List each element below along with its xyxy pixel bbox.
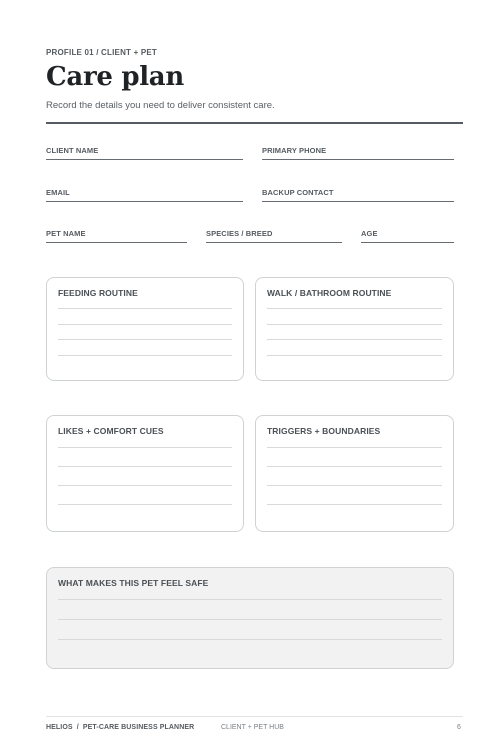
writing-line [267, 447, 442, 448]
walk-bathroom-routine-card[interactable] [255, 277, 454, 381]
page-subtitle: Record the details you need to deliver consistent care. [46, 100, 275, 111]
writing-line [267, 324, 442, 325]
page-title: Care plan [46, 62, 184, 92]
writing-line [58, 599, 442, 600]
primary-phone-label: PRIMARY PHONE [262, 146, 327, 155]
writing-line [58, 504, 232, 505]
footer-section: CLIENT + PET HUB [221, 724, 284, 731]
client-name-field[interactable] [46, 145, 243, 160]
writing-line [58, 339, 232, 340]
writing-line [58, 355, 232, 356]
writing-line [267, 485, 442, 486]
writing-line [267, 504, 442, 505]
writing-line [58, 466, 232, 467]
species-breed-label: SPECIES / BREED [206, 229, 273, 238]
writing-line [267, 308, 442, 309]
eyebrow-label: PROFILE 01 / CLIENT + PET [46, 48, 158, 57]
email-label: EMAIL [46, 188, 70, 197]
backup-contact-label: BACKUP CONTACT [262, 188, 334, 197]
writing-line [58, 308, 232, 309]
likes-comfort-cues-title: LIKES + COMFORT CUES [58, 426, 164, 436]
species-breed-field[interactable] [206, 228, 342, 243]
client-name-label: CLIENT NAME [46, 146, 99, 155]
footer-divider [46, 716, 463, 717]
feel-safe-card[interactable] [46, 567, 454, 669]
writing-line [58, 619, 442, 620]
pet-name-label: PET NAME [46, 229, 86, 238]
triggers-boundaries-card[interactable] [255, 415, 454, 532]
feeding-routine-title: FEEDING ROUTINE [58, 288, 138, 298]
writing-line [267, 339, 442, 340]
primary-phone-field[interactable] [262, 145, 454, 160]
writing-line [58, 639, 442, 640]
page-number: 6 [457, 724, 461, 731]
age-field[interactable] [361, 228, 454, 243]
feeding-routine-card[interactable] [46, 277, 244, 381]
backup-contact-field[interactable] [262, 187, 454, 202]
footer-brand: HELIOS / PET-CARE BUSINESS PLANNER [46, 724, 195, 731]
writing-line [267, 466, 442, 467]
feel-safe-title: WHAT MAKES THIS PET FEEL SAFE [58, 578, 209, 588]
age-label: AGE [361, 229, 378, 238]
writing-line [58, 447, 232, 448]
writing-line [58, 485, 232, 486]
writing-line [58, 324, 232, 325]
writing-line [267, 355, 442, 356]
walk-bathroom-routine-title: WALK / BATHROOM ROUTINE [267, 288, 392, 298]
pet-name-field[interactable] [46, 228, 187, 243]
title-divider [46, 122, 463, 124]
email-field[interactable] [46, 187, 243, 202]
triggers-boundaries-title: TRIGGERS + BOUNDARIES [267, 426, 381, 436]
likes-comfort-cues-card[interactable] [46, 415, 244, 532]
